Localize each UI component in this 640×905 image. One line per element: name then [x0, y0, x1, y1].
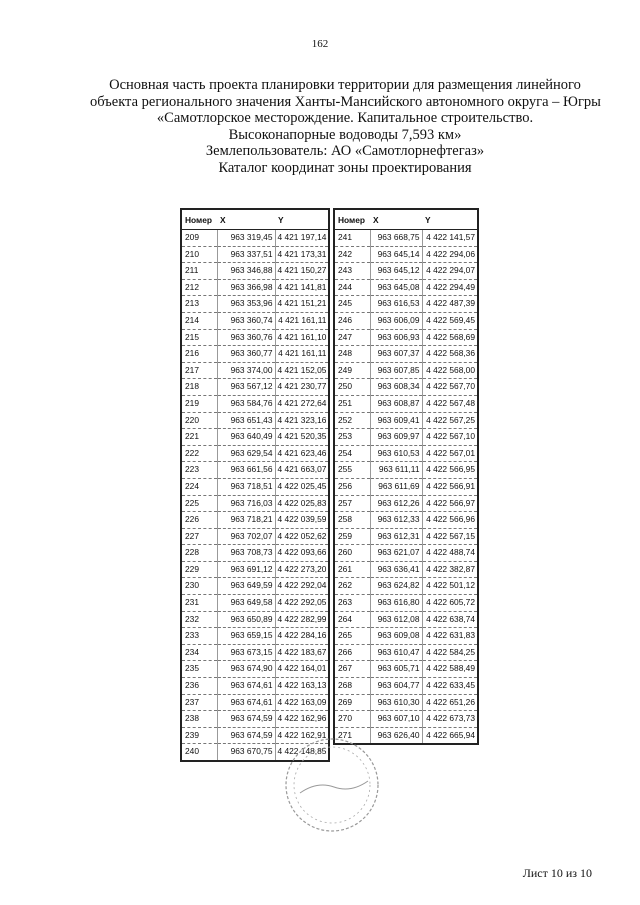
- coord-y: 4 421 161,10: [275, 329, 329, 346]
- point-number: 209: [181, 230, 217, 247]
- point-number: 264: [334, 611, 370, 628]
- coord-y: 4 421 623,46: [275, 445, 329, 462]
- table-row: [334, 545, 478, 562]
- coord-x: 963 611,69: [370, 478, 422, 495]
- header-number: Номер: [334, 209, 370, 230]
- point-number: 228: [181, 545, 217, 562]
- coord-y: 4 422 651,26: [422, 694, 478, 711]
- coord-y: 4 422 633,45: [422, 678, 478, 695]
- table-row: [181, 263, 329, 280]
- table-row: [334, 512, 478, 529]
- coord-x: 963 651,43: [217, 412, 275, 429]
- point-number: 246: [334, 312, 370, 329]
- coord-x: 963 360,77: [217, 346, 275, 363]
- coord-x: 963 360,76: [217, 329, 275, 346]
- table-row: [181, 478, 329, 495]
- table-row: [181, 230, 329, 247]
- title-line: Основная часть проекта планировки территории для размещения линейного: [109, 77, 581, 93]
- table-row: [181, 595, 329, 612]
- coord-x: 963 366,98: [217, 279, 275, 296]
- point-number: 235: [181, 661, 217, 678]
- coord-x: 963 567,12: [217, 379, 275, 396]
- coord-x: 963 708,73: [217, 545, 275, 562]
- point-number: 244: [334, 279, 370, 296]
- coord-y: 4 422 273,20: [275, 561, 329, 578]
- coord-y: 4 422 294,07: [422, 263, 478, 280]
- point-number: 222: [181, 445, 217, 462]
- point-number: 232: [181, 611, 217, 628]
- coord-y: 4 421 520,35: [275, 429, 329, 446]
- point-number: 238: [181, 711, 217, 728]
- coord-x: 963 718,21: [217, 512, 275, 529]
- coord-x: 963 718,51: [217, 478, 275, 495]
- table-row: [181, 578, 329, 595]
- coord-y: 4 421 161,11: [275, 346, 329, 363]
- point-number: 263: [334, 595, 370, 612]
- coord-x: 963 674,61: [217, 678, 275, 695]
- coord-x: 963 607,37: [370, 346, 422, 363]
- coord-x: 963 611,11: [370, 462, 422, 479]
- coord-y: 4 422 162,91: [275, 727, 329, 744]
- table-row: [334, 230, 478, 247]
- point-number: 214: [181, 312, 217, 329]
- coord-x: 963 616,53: [370, 296, 422, 313]
- coord-y: 4 422 141,57: [422, 230, 478, 247]
- coord-x: 963 608,34: [370, 379, 422, 396]
- title-line: Каталог координат зоны проектирования: [218, 159, 472, 176]
- table-row: [334, 495, 478, 512]
- coord-y: 4 422 584,25: [422, 644, 478, 661]
- coord-y: 4 422 567,10: [422, 429, 478, 446]
- table-row: [334, 346, 478, 363]
- table-row: [181, 611, 329, 628]
- coord-y: 4 422 488,74: [422, 545, 478, 562]
- point-number: 243: [334, 263, 370, 280]
- table-row: [181, 412, 329, 429]
- point-number: 237: [181, 694, 217, 711]
- coord-x: 963 612,31: [370, 528, 422, 545]
- table-row: [334, 279, 478, 296]
- point-number: 269: [334, 694, 370, 711]
- coord-y: 4 422 566,96: [422, 512, 478, 529]
- coord-x: 963 584,76: [217, 395, 275, 412]
- coord-x: 963 607,85: [370, 362, 422, 379]
- point-number: 252: [334, 412, 370, 429]
- coord-y: 4 421 272,64: [275, 395, 329, 412]
- point-number: 211: [181, 263, 217, 280]
- coord-y: 4 422 605,72: [422, 595, 478, 612]
- table-row: [181, 429, 329, 446]
- point-number: 220: [181, 412, 217, 429]
- title-line: Землепользователь: АО «Самотлорнефтегаз»: [205, 143, 485, 160]
- coord-y: 4 421 150,27: [275, 263, 329, 280]
- point-number: 251: [334, 395, 370, 412]
- coord-x: 963 674,59: [217, 727, 275, 744]
- coord-y: 4 422 052,62: [275, 528, 329, 545]
- table-row: [181, 362, 329, 379]
- table-row: [181, 561, 329, 578]
- coord-y: 4 421 173,31: [275, 246, 329, 263]
- point-number: 227: [181, 528, 217, 545]
- coord-x: 963 640,49: [217, 429, 275, 446]
- table-row: [181, 628, 329, 645]
- coord-x: 963 636,41: [370, 561, 422, 578]
- coord-x: 963 337,51: [217, 246, 275, 263]
- coord-y: 4 422 567,15: [422, 528, 478, 545]
- coord-x: 963 661,56: [217, 462, 275, 479]
- coord-x: 963 668,75: [370, 230, 422, 247]
- coord-x: 963 702,07: [217, 528, 275, 545]
- table-row: [181, 379, 329, 396]
- point-number: 221: [181, 429, 217, 446]
- point-number: 255: [334, 462, 370, 479]
- table-row: [334, 628, 478, 645]
- point-number: 271: [334, 727, 370, 744]
- point-number: 223: [181, 462, 217, 479]
- coord-y: 4 421 141,81: [275, 279, 329, 296]
- coord-y: 4 421 151,21: [275, 296, 329, 313]
- table-row: [181, 246, 329, 263]
- coord-y: 4 422 568,69: [422, 329, 478, 346]
- point-number: 268: [334, 678, 370, 695]
- coord-y: 4 422 631,83: [422, 628, 478, 645]
- table-row: [334, 678, 478, 695]
- point-number: 212: [181, 279, 217, 296]
- coord-y: 4 422 164,01: [275, 661, 329, 678]
- coord-y: 4 422 567,70: [422, 379, 478, 396]
- point-number: 265: [334, 628, 370, 645]
- coord-y: 4 422 567,48: [422, 395, 478, 412]
- coord-x: 963 621,07: [370, 545, 422, 562]
- coord-x: 963 624,82: [370, 578, 422, 595]
- coord-x: 963 374,00: [217, 362, 275, 379]
- point-number: 256: [334, 478, 370, 495]
- coord-x: 963 612,26: [370, 495, 422, 512]
- table-row: [181, 545, 329, 562]
- coord-y: 4 422 382,87: [422, 561, 478, 578]
- coord-y: 4 422 566,95: [422, 462, 478, 479]
- table-header-row: [334, 209, 478, 230]
- point-number: 248: [334, 346, 370, 363]
- point-number: 245: [334, 296, 370, 313]
- table-row: [334, 661, 478, 678]
- coord-x: 963 626,40: [370, 727, 422, 744]
- coord-x: 963 605,71: [370, 661, 422, 678]
- coordinates-table-right: [333, 208, 479, 745]
- seal-stamp: [282, 735, 382, 835]
- coordinates-table-left: [180, 208, 330, 762]
- point-number: 229: [181, 561, 217, 578]
- table-row: [181, 395, 329, 412]
- table-row: [334, 528, 478, 545]
- table-row: [334, 478, 478, 495]
- point-number: 231: [181, 595, 217, 612]
- coord-x: 963 608,87: [370, 395, 422, 412]
- coord-y: 4 421 230,77: [275, 379, 329, 396]
- coord-x: 963 649,58: [217, 595, 275, 612]
- coord-y: 4 422 292,05: [275, 595, 329, 612]
- coord-y: 4 422 292,04: [275, 578, 329, 595]
- coord-x: 963 609,41: [370, 412, 422, 429]
- table-row: [334, 296, 478, 313]
- point-number: 260: [334, 545, 370, 562]
- coord-y: 4 422 588,49: [422, 661, 478, 678]
- coord-y: 4 422 673,73: [422, 711, 478, 728]
- table-row: [181, 462, 329, 479]
- coord-y: 4 421 161,11: [275, 312, 329, 329]
- coord-x: 963 610,30: [370, 694, 422, 711]
- coord-x: 963 609,08: [370, 628, 422, 645]
- header-number: Номер: [181, 209, 217, 230]
- coord-x: 963 612,33: [370, 512, 422, 529]
- coord-x: 963 616,80: [370, 595, 422, 612]
- sheet-number: Лист 10 из 10: [522, 866, 592, 880]
- table-row: [181, 329, 329, 346]
- table-row: [334, 412, 478, 429]
- table-row: [334, 462, 478, 479]
- coord-y: 4 422 282,99: [275, 611, 329, 628]
- point-number: 234: [181, 644, 217, 661]
- coord-x: 963 674,61: [217, 694, 275, 711]
- point-number: 218: [181, 379, 217, 396]
- coord-x: 963 691,12: [217, 561, 275, 578]
- table-row: [334, 694, 478, 711]
- point-number: 239: [181, 727, 217, 744]
- table-row: [334, 711, 478, 728]
- coord-y: 4 422 162,96: [275, 711, 329, 728]
- coord-y: 4 422 568,36: [422, 346, 478, 363]
- header-y: Y: [275, 209, 329, 230]
- coord-y: 4 422 501,12: [422, 578, 478, 595]
- coord-x: 963 670,75: [217, 744, 275, 761]
- coord-x: 963 606,09: [370, 312, 422, 329]
- point-number: 241: [334, 230, 370, 247]
- coord-x: 963 645,14: [370, 246, 422, 263]
- coord-x: 963 604,77: [370, 678, 422, 695]
- coord-y: 4 422 567,25: [422, 412, 478, 429]
- table-row: [334, 595, 478, 612]
- table-row: [334, 395, 478, 412]
- point-number: 270: [334, 711, 370, 728]
- coord-y: 4 422 163,13: [275, 678, 329, 695]
- coord-x: 963 649,59: [217, 578, 275, 595]
- point-number: 254: [334, 445, 370, 462]
- header-x: X: [370, 209, 422, 230]
- table-row: [181, 644, 329, 661]
- table-row: [181, 512, 329, 529]
- coord-x: 963 609,97: [370, 429, 422, 446]
- coord-y: 4 422 148,85: [275, 744, 329, 761]
- coord-y: 4 421 152,05: [275, 362, 329, 379]
- point-number: 250: [334, 379, 370, 396]
- point-number: 216: [181, 346, 217, 363]
- point-number: 266: [334, 644, 370, 661]
- coord-y: 4 421 323,16: [275, 412, 329, 429]
- table-row: [334, 246, 478, 263]
- coord-y: 4 421 663,07: [275, 462, 329, 479]
- point-number: 262: [334, 578, 370, 595]
- coord-y: 4 422 093,66: [275, 545, 329, 562]
- table-row: [181, 528, 329, 545]
- point-number: 240: [181, 744, 217, 761]
- coord-y: 4 422 163,09: [275, 694, 329, 711]
- point-number: 242: [334, 246, 370, 263]
- table-row: [181, 279, 329, 296]
- table-row: [181, 694, 329, 711]
- point-number: 261: [334, 561, 370, 578]
- table-row: [181, 678, 329, 695]
- table-row: [181, 661, 329, 678]
- table-row: [334, 362, 478, 379]
- coord-x: 963 650,89: [217, 611, 275, 628]
- coord-y: 4 422 025,83: [275, 495, 329, 512]
- table-row: [334, 561, 478, 578]
- point-number: 230: [181, 578, 217, 595]
- table-row: [334, 429, 478, 446]
- coord-y: 4 422 665,94: [422, 727, 478, 744]
- coord-x: 963 360,74: [217, 312, 275, 329]
- point-number: 226: [181, 512, 217, 529]
- coord-x: 963 319,45: [217, 230, 275, 247]
- table-row: [334, 312, 478, 329]
- table-row: [334, 379, 478, 396]
- coord-x: 963 610,53: [370, 445, 422, 462]
- table-row: [181, 312, 329, 329]
- header-x: X: [217, 209, 275, 230]
- coord-x: 963 674,59: [217, 711, 275, 728]
- coord-x: 963 606,93: [370, 329, 422, 346]
- table-row: [334, 263, 478, 280]
- coord-y: 4 422 284,16: [275, 628, 329, 645]
- header-y: Y: [422, 209, 478, 230]
- point-number: 225: [181, 495, 217, 512]
- point-number: 259: [334, 528, 370, 545]
- coord-x: 963 610,47: [370, 644, 422, 661]
- coord-y: 4 422 025,45: [275, 478, 329, 495]
- coord-y: 4 422 487,39: [422, 296, 478, 313]
- table-header-row: [181, 209, 329, 230]
- coord-y: 4 422 039,59: [275, 512, 329, 529]
- coord-x: 963 674,90: [217, 661, 275, 678]
- point-number: 247: [334, 329, 370, 346]
- page-number: 162: [311, 38, 329, 50]
- point-number: 236: [181, 678, 217, 695]
- title-line: Высоконапорные водоводы 7,593 км»: [228, 126, 462, 143]
- coord-y: 4 422 183,67: [275, 644, 329, 661]
- point-number: 233: [181, 628, 217, 645]
- coord-x: 963 673,15: [217, 644, 275, 661]
- coord-x: 963 645,08: [370, 279, 422, 296]
- point-number: 267: [334, 661, 370, 678]
- table-row: [334, 329, 478, 346]
- point-number: 210: [181, 246, 217, 263]
- point-number: 213: [181, 296, 217, 313]
- coord-y: 4 422 294,06: [422, 246, 478, 263]
- coord-x: 963 716,03: [217, 495, 275, 512]
- coord-y: 4 422 294,49: [422, 279, 478, 296]
- table-row: [334, 611, 478, 628]
- coord-y: 4 422 638,74: [422, 611, 478, 628]
- coord-x: 963 659,15: [217, 628, 275, 645]
- point-number: 215: [181, 329, 217, 346]
- coord-y: 4 422 569,45: [422, 312, 478, 329]
- point-number: 257: [334, 495, 370, 512]
- table-row: [334, 578, 478, 595]
- point-number: 253: [334, 429, 370, 446]
- coord-x: 963 346,88: [217, 263, 275, 280]
- coord-y: 4 422 566,91: [422, 478, 478, 495]
- table-row: [181, 495, 329, 512]
- table-row: [334, 644, 478, 661]
- coord-y: 4 422 567,01: [422, 445, 478, 462]
- point-number: 219: [181, 395, 217, 412]
- coord-x: 963 607,10: [370, 711, 422, 728]
- table-row: [181, 445, 329, 462]
- point-number: 249: [334, 362, 370, 379]
- table-row: [181, 296, 329, 313]
- table-row: [334, 445, 478, 462]
- point-number: 258: [334, 512, 370, 529]
- table-row: [181, 346, 329, 363]
- coord-x: 963 645,12: [370, 263, 422, 280]
- coord-y: 4 422 566,97: [422, 495, 478, 512]
- coord-y: 4 421 197,14: [275, 230, 329, 247]
- coord-x: 963 353,96: [217, 296, 275, 313]
- title-line: «Самотлорское месторождение. Капитальное строительство.: [156, 110, 534, 127]
- coord-x: 963 629,54: [217, 445, 275, 462]
- table-row: [181, 711, 329, 728]
- coord-x: 963 612,08: [370, 611, 422, 628]
- point-number: 217: [181, 362, 217, 379]
- document-title: [90, 77, 600, 177]
- point-number: 224: [181, 478, 217, 495]
- title-line: объекта регионального значения Ханты-Мансийского автономного округа – Югры: [90, 93, 601, 110]
- coord-y: 4 422 568,00: [422, 362, 478, 379]
